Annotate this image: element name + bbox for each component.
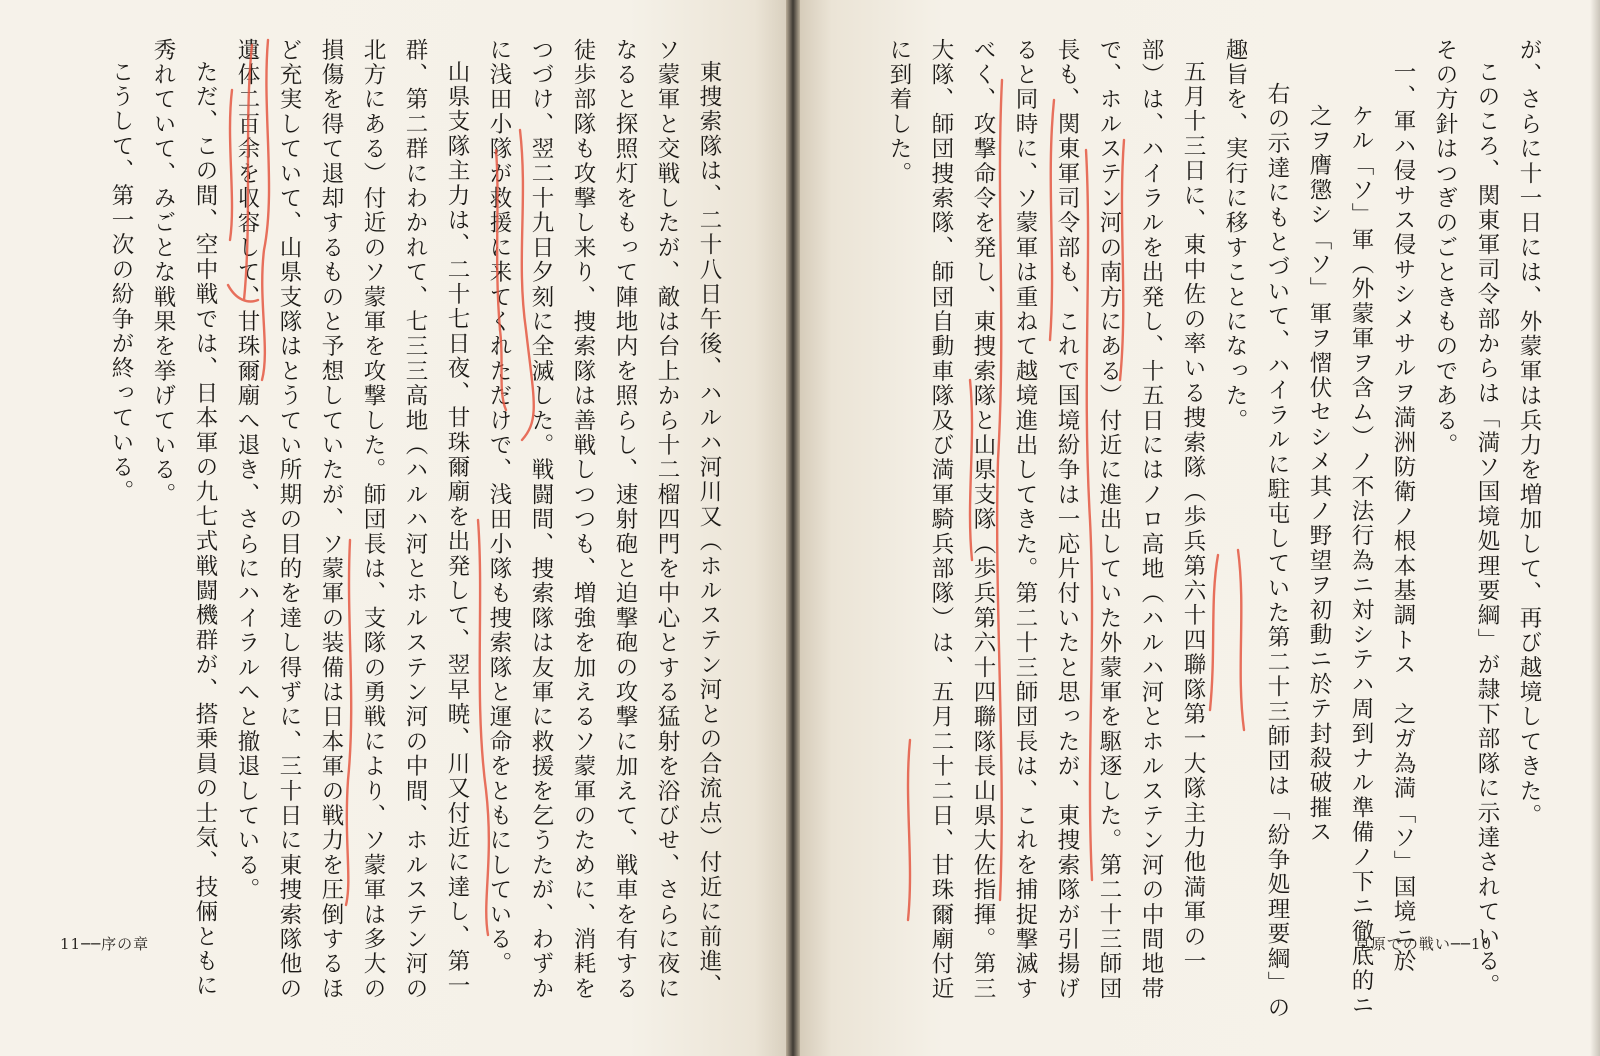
- text-line: 大隊、師団捜索隊、師団自動車隊及び満軍騎兵部隊）は、五月二十二日、甘珠爾廟付近: [928, 38, 954, 1002]
- text-line: べく、攻撃命令を発し、東捜索隊と山県支隊（歩兵第六十四聯隊長山県大佐指揮。第三: [970, 38, 996, 1002]
- text-line: 遺体二百余を収容して、甘珠爾廟へ退き、さらにハイラルへと撤退している。: [234, 38, 260, 903]
- text-line: 秀れていて、みごとな戦果を挙げている。: [150, 38, 176, 508]
- text-line: ケル「ソ」軍（外蒙軍ヲ含ム）ノ不法行為ニ対シテハ周到ナル準備ノ下ニ徹底的ニ: [1348, 104, 1374, 1018]
- left-page-text: [108, 38, 730, 1002]
- text-line: ただ、この間、空中戦では、日本軍の九七式戦闘機群が、搭乗員の士気、技倆ともに: [192, 60, 218, 999]
- text-line: 之ヲ膺懲シ「ソ」軍ヲ慴伏セシメ其ノ野望ヲ初動ニ於テ封殺破摧ス: [1306, 104, 1332, 845]
- text-line: 北方にある）付近のソ蒙軍を攻撃した。師団長は、支隊の勇戦により、ソ蒙軍は多大の: [360, 38, 386, 1002]
- page-number-right: 草原での戦い──10: [1354, 935, 1492, 953]
- text-line: 長も、関東軍司令部も、これで国境紛争は一応片付いたと思ったが、東捜索隊が引揚げ: [1054, 38, 1080, 1002]
- text-line: その方針はつぎのごときものである。: [1432, 38, 1458, 458]
- book-gutter: [786, 0, 800, 1056]
- text-line: つづけ、翌二十九日夕刻に全滅した。戦闘間、捜索隊は友軍に救援を乞うたが、わずか: [528, 38, 554, 1002]
- text-line: 部）は、ハイラルを出発し、十五日にはノロ高地（ハルハ河とホルステン河の中間地帯: [1138, 38, 1164, 1002]
- text-line: ると同時に、ソ蒙軍は重ねて越境進出してきた。第二十三師団長は、これを捕捉撃滅す: [1012, 38, 1038, 1002]
- text-line: 損傷を得て退却するものと予想していたが、ソ蒙軍の装備は日本軍の戦力を圧倒するほ: [318, 38, 344, 1002]
- text-line: 群、第二群にわかれて、七三三高地（ハルハ河とホルステン河の中間、ホルステン河の: [402, 38, 428, 1002]
- text-line: に到着した。: [886, 38, 912, 187]
- text-line: が、さらに十一日には、外蒙軍は兵力を増加して、再び越境してきた。: [1516, 38, 1542, 829]
- text-line: 山県支隊主力は、二十七日夜、甘珠爾廟を出発して、翌早暁、川又付近に達し、第一: [444, 60, 470, 999]
- text-line: 右の示達にもとづいて、ハイラルに駐屯していた第二十三師団は「紛争処理要綱」の: [1264, 82, 1290, 1021]
- right-page: [800, 0, 1600, 1056]
- text-line: なると探照灯をもって陣地内を照らし、速射砲と迫撃砲の攻撃に加えて、戦車を有する: [612, 38, 638, 1002]
- text-line: 東捜索隊は、二十八日午後、ハルハ河川又（ホルステン河との合流点）付近に前進、: [696, 60, 722, 999]
- left-page: [0, 0, 786, 1056]
- text-line: こうして、第一次の紛争が終っている。: [108, 60, 134, 505]
- text-line: で、ホルステン河の南方にある）付近に進出していた外蒙軍を駆逐した。第二十三師団: [1096, 38, 1122, 1002]
- text-line: に浅田小隊が救援に来てくれただけで、浅田小隊も捜索隊と運命をともにしている。: [486, 38, 512, 977]
- text-line: このころ、関東軍司令部からは「満ソ国境処理要綱」が隷下部隊に示達されている。: [1474, 60, 1500, 999]
- text-line: 趣旨を、実行に移すことになった。: [1222, 38, 1248, 434]
- text-line: 徒歩部隊も攻撃し来り、捜索隊は善戦しつつも、増強を加えるソ蒙軍のために、消耗を: [570, 38, 596, 1002]
- text-line: ど充実していて、山県支隊はとうてい所期の目的を達し得ずに、三十日に東捜索隊他の: [276, 38, 302, 1002]
- text-line: ソ蒙軍と交戦したが、敵は台上から十二榴四門を中心とする猛射を浴びせ、さらに夜に: [654, 38, 680, 1002]
- page-number-left: 11──序の章: [60, 935, 150, 953]
- text-line: 五月十三日に、東中佐の率いる捜索隊（歩兵第六十四聯隊第一大隊主力他満軍の一: [1180, 60, 1206, 974]
- text-line: 一、軍ハ侵サス侵サシメサルヲ満洲防衛ノ根本基調トス 之ガ為満「ソ」国境ニ於: [1390, 60, 1416, 974]
